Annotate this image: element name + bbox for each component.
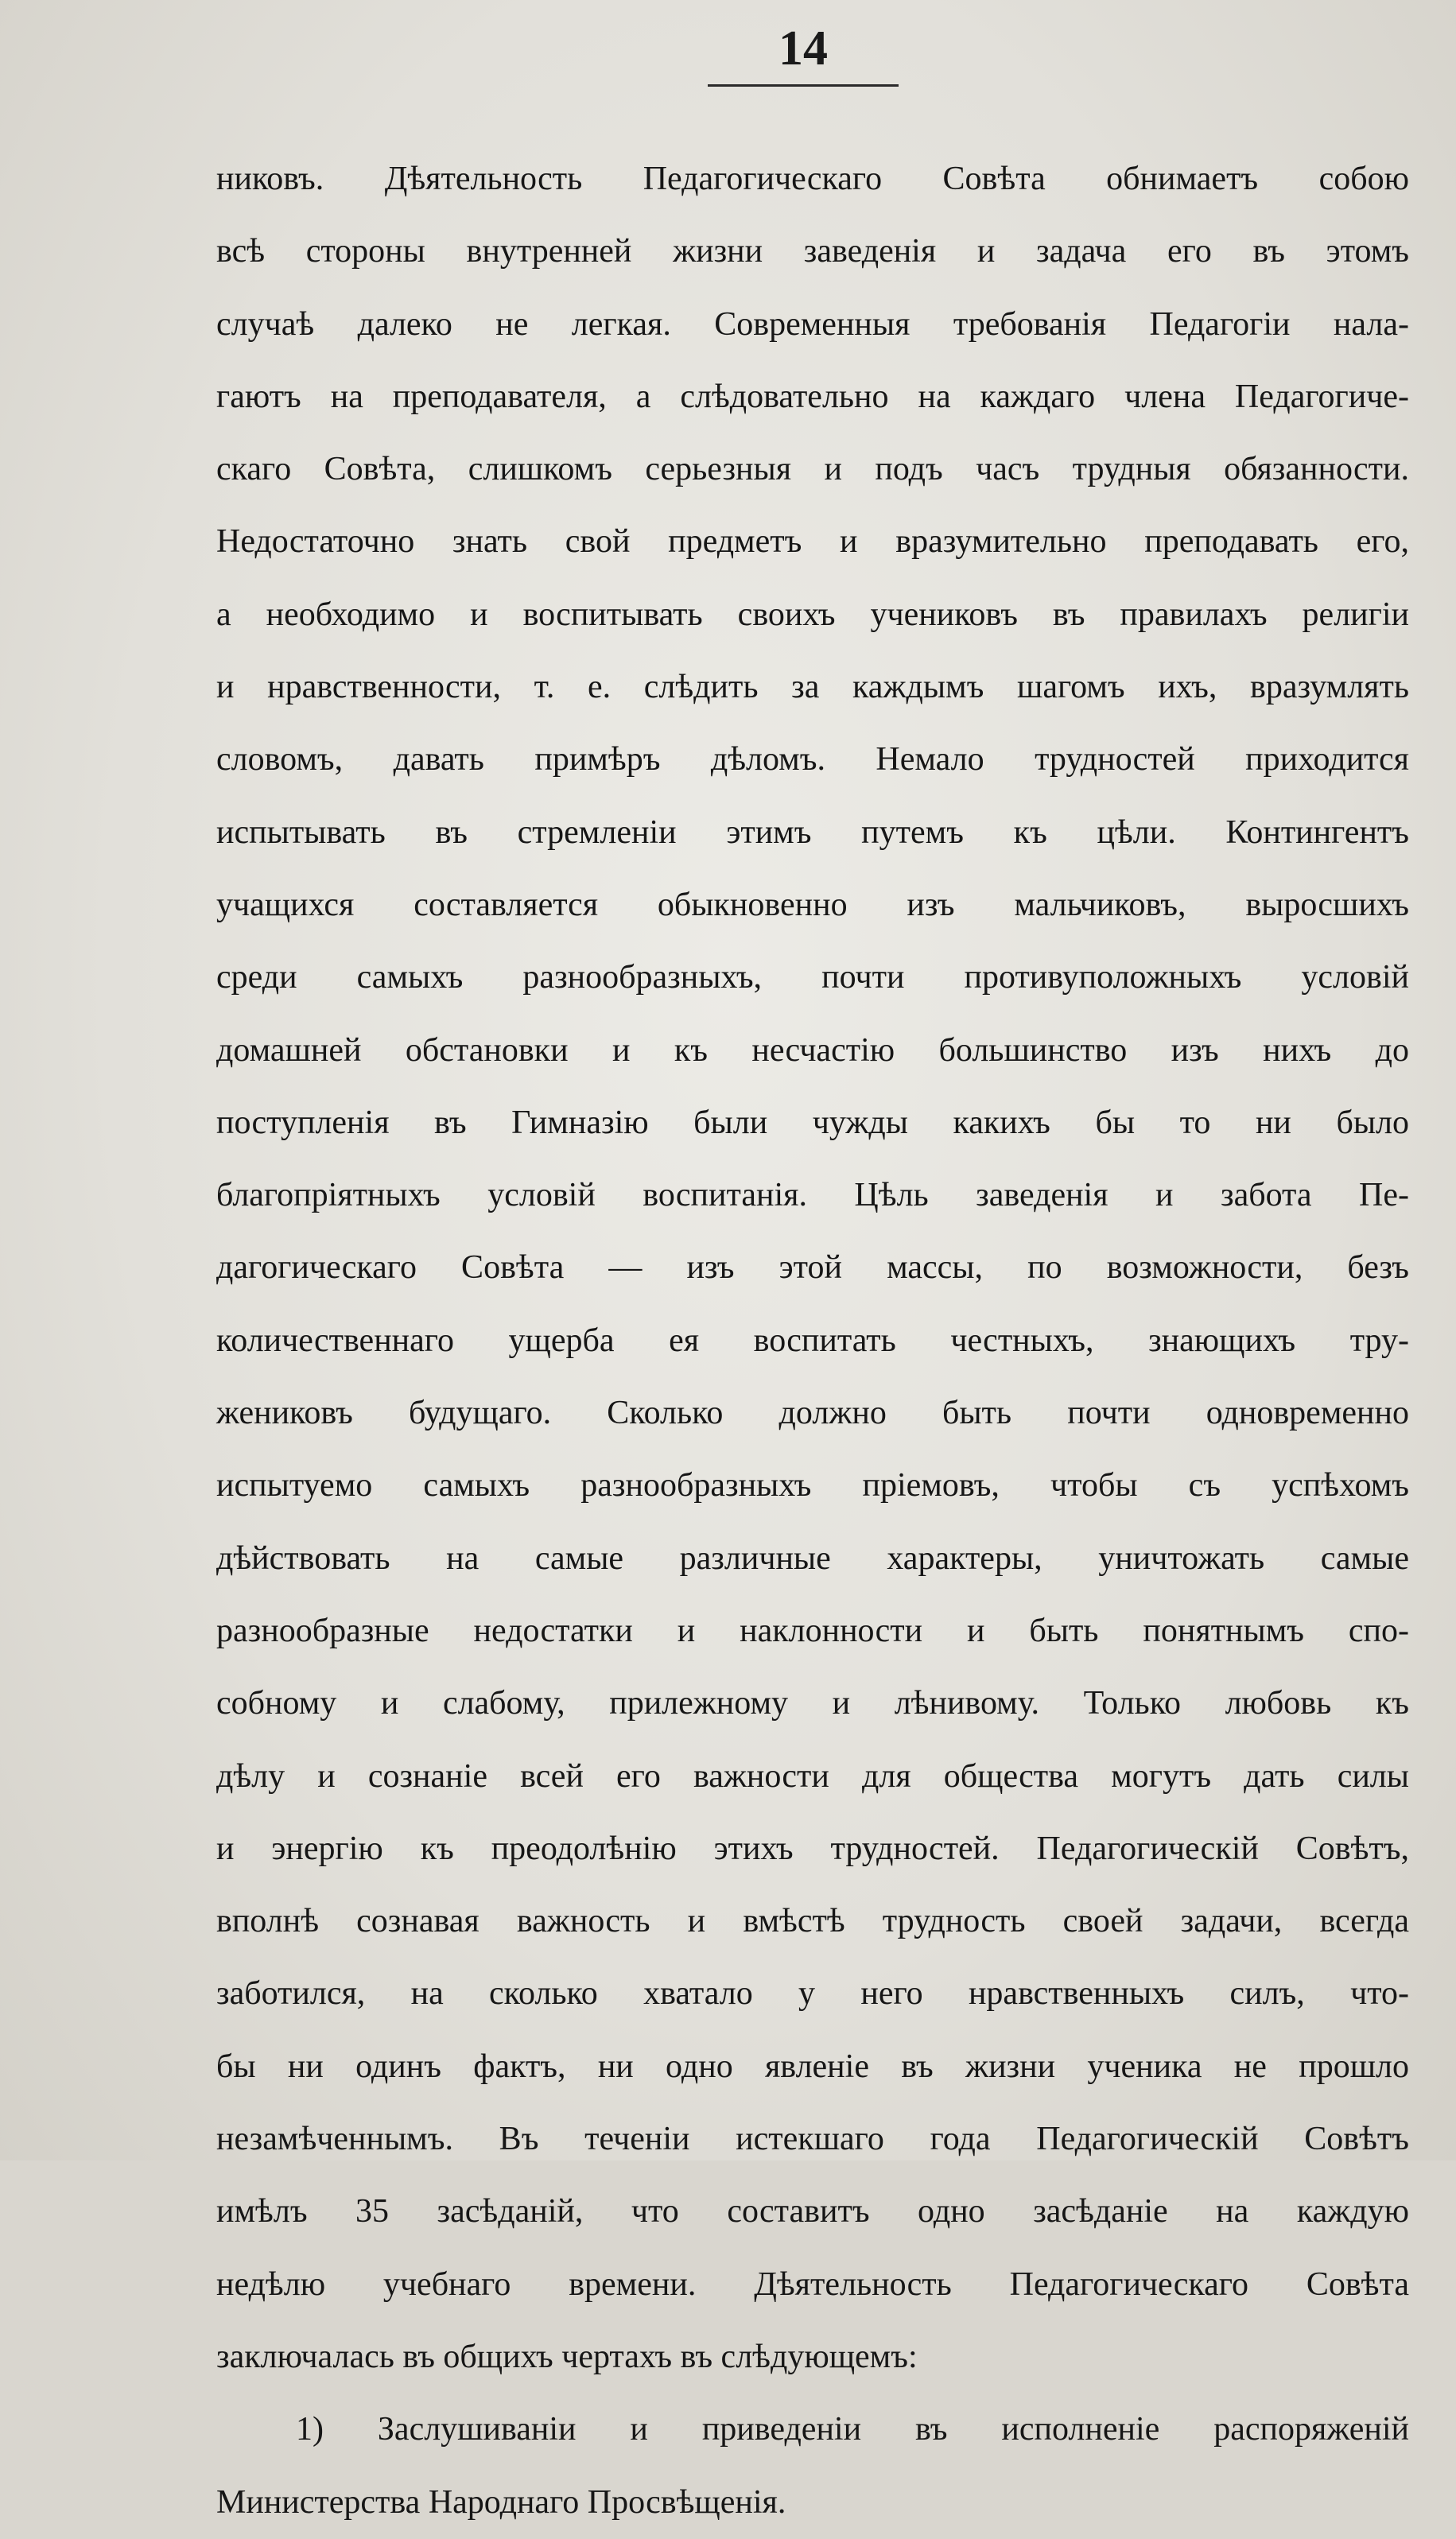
text-line: поступленія въ Гимназію были чужды какихъ бы то ни было [216, 1104, 1409, 1141]
text-line: учащихся составляется обыкновенно изъ мальчиковъ, выросшихъ [216, 886, 1409, 923]
text-line: и энергію къ преодолѣнію этихъ трудностей. Педагогическій Совѣтъ, [216, 1830, 1409, 1867]
text-line: заключалась въ общихъ чертахъ въ слѣдующемъ: [216, 2338, 918, 2375]
text-line: среди самыхъ разнообразныхъ, почти противуположныхъ условій [216, 959, 1409, 996]
page-number-rule [708, 84, 899, 87]
text-line: дѣлу и сознаніе всей его важности для общества могутъ дать силы [216, 1757, 1409, 1795]
text-line: количественнаго ущерба ея воспитать честныхъ, знающихъ тру- [216, 1322, 1409, 1359]
text-line: гаютъ на преподавателя, а слѣдовательно на каждаго члена Педагогиче- [216, 378, 1409, 415]
text-line: бы ни одинъ фактъ, ни одно явленіе въ жизни ученика не прошло [216, 2048, 1409, 2085]
text-line: заботился, на сколько хватало у него нравственныхъ силъ, что- [216, 1975, 1409, 2013]
text-line: и нравственности, т. е. слѣдить за каждымъ шагомъ ихъ, вразумлять [216, 669, 1409, 706]
text-line: 1) Заслушиваніи и приведеніи въ исполненіе распоряженій [296, 2411, 1409, 2448]
text-line: словомъ, давать примѣръ дѣломъ. Немало трудностей приходится [216, 741, 1409, 778]
text-line: никовъ. Дѣятельность Педагогическаго Совѣта обнимаетъ собою [216, 161, 1409, 197]
text-line: Министерства Народнаго Просвѣщенія. [216, 2483, 786, 2521]
page-number: 14 [778, 21, 828, 76]
text-line: всѣ стороны внутренней жизни заведенія и задача его въ этомъ [216, 233, 1409, 270]
text-line: недѣлю учебнаго времени. Дѣятельность Педагогическаго Совѣта [216, 2265, 1409, 2303]
text-line: случаѣ далеко не легкая. Современныя требованія Педагогіи нала- [216, 305, 1409, 343]
text-line: домашней обстановки и къ несчастію большинство изъ нихъ до [216, 1031, 1409, 1069]
body-text [216, 143, 1409, 2539]
text-line: имѣлъ 35 засѣданій, что составитъ одно засѣданіе на каждую [216, 2193, 1409, 2230]
text-line: дѣйствовать на самые различные характеры, уничтожать самые [216, 1539, 1409, 1577]
text-line: собному и слабому, прилежному и лѣнивому. Только любовь къ [216, 1685, 1409, 1722]
text-line: жениковъ будущаго. Сколько должно быть почти одновременно [216, 1395, 1409, 1432]
text-line: испытывать въ стремленіи этимъ путемъ къ цѣли. Контингентъ [216, 813, 1409, 851]
text-line: незамѣченнымъ. Въ теченіи истекшаго года Педагогическій Совѣтъ [216, 2121, 1409, 2158]
text-line: Недостаточно знать свой предметъ и вразумительно преподавать его, [216, 523, 1409, 561]
text-line: а необходимо и воспитывать своихъ учениковъ въ правилахъ религіи [216, 596, 1409, 633]
text-line: благопріятныхъ условій воспитанія. Цѣль заведенія и забота Пе- [216, 1177, 1409, 1214]
text-line: дагогическаго Совѣта — изъ этой массы, по возможности, безъ [216, 1249, 1409, 1287]
text-line: скаго Совѣта, слишкомъ серьезныя и подъ часъ трудныя обязанности. [216, 451, 1409, 488]
text-line: вполнѣ сознавая важность и вмѣстѣ трудность своей задачи, всегда [216, 1903, 1409, 1940]
text-line: разнообразные недостатки и наклонности и быть понятнымъ спо- [216, 1612, 1409, 1649]
text-line: испытуемо самыхъ разнообразныхъ пріемовъ, чтобы съ успѣхомъ [216, 1467, 1409, 1504]
